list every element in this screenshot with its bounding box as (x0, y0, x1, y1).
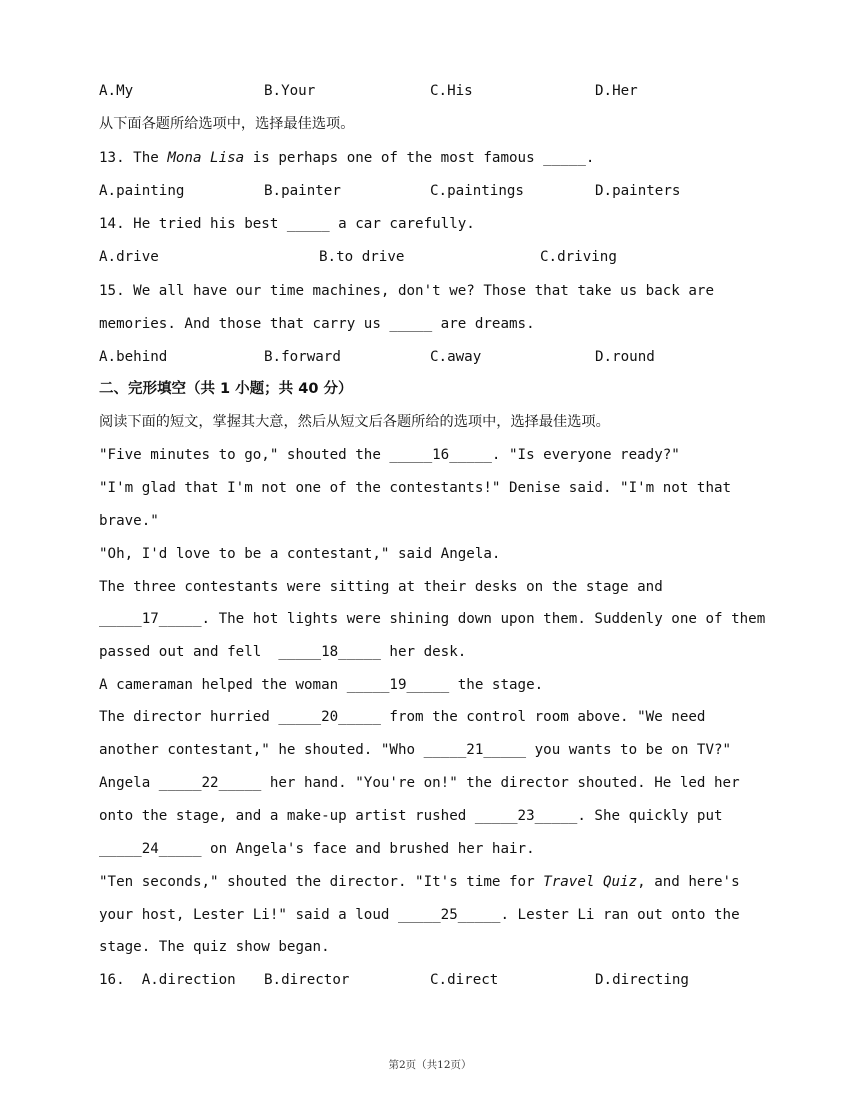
q12-options (99, 81, 799, 101)
q13-pre: The (124, 150, 168, 166)
q13-options (99, 181, 799, 201)
passage-line-8: A cameraman helped the woman _____19_____ the stage. (99, 677, 544, 693)
passage-line-13: _____24_____ on Angela's face and brushed her hair. (99, 841, 535, 857)
q15-option-a: A.behind (99, 349, 168, 365)
q13-option-b: B.painter (264, 183, 341, 199)
passage-line-7: passed out and fell _____18_____ her desk. (99, 644, 467, 660)
passage-line-10: another contestant," he shouted. "Who _____21_____ you wants to be on TV?" (99, 742, 732, 758)
passage-line-14-post: , and here's (637, 874, 740, 890)
passage-line-14-pre: "Ten seconds," shouted the director. "It's time for (99, 874, 544, 890)
section-instruction: 阅读下面的短文，掌握其大意，然后从短文后各题所给的选项中，选择最佳选项。 (99, 414, 610, 430)
q14-option-c: C.driving (540, 249, 617, 265)
passage-line-11: Angela _____22_____ her hand. "You're on!" the director shouted. He led her (99, 775, 740, 791)
passage-line-16: stage. The quiz show began. (99, 939, 330, 955)
q12-option-b: B.Your (264, 83, 316, 99)
q14-option-b: B.to drive (319, 249, 405, 265)
page-footer: 第2页（共12页） (388, 1059, 472, 1071)
q16-option-c: C.direct (430, 972, 499, 988)
q14-options (99, 247, 799, 267)
q16-option-b: B.director (264, 972, 350, 988)
passage-line-12: onto the stage, and a make-up artist rushed _____23_____. She quickly put (99, 808, 723, 824)
q13-option-d: D.painters (595, 183, 681, 199)
q16-option-d: D.directing (595, 972, 689, 988)
q12-option-c: C.His (430, 83, 473, 99)
q16-option-a: 16. A.direction (99, 972, 236, 988)
q16-options (99, 970, 799, 990)
passage-line-1: "Five minutes to go," shouted the _____16_____. "Is everyone ready?" (99, 447, 680, 463)
q13-number: 13. (99, 150, 125, 166)
q13-title: Mona Lisa (167, 150, 245, 166)
q12-option-a: A.My (99, 83, 134, 99)
q15-option-c: C.away (430, 349, 482, 365)
q12-option-d: D.Her (595, 83, 638, 99)
q15-option-d: D.round (595, 349, 655, 365)
q15-options (99, 347, 799, 367)
passage-line-3: brave." (99, 513, 159, 529)
passage-line-14 (99, 872, 740, 892)
q13-post: is perhaps one of the most famous _____. (244, 150, 595, 166)
q15-question-line1: 15. We all have our time machines, don't we? Those that take us back are (99, 283, 714, 299)
passage-line-2: "I'm glad that I'm not one of the contestants!" Denise said. "I'm not that (99, 480, 732, 496)
passage-line-5: The three contestants were sitting at their desks on the stage and (99, 579, 663, 595)
q15-question-line2: memories. And those that carry us _____ are dreams. (99, 316, 535, 332)
q14-question: 14. He tried his best _____ a car carefully. (99, 216, 475, 232)
quiz-title: Travel Quiz (543, 874, 638, 890)
passage-line-4: "Oh, I'd love to be a contestant," said Angela. (99, 546, 501, 562)
passage-line-9: The director hurried _____20_____ from the control room above. "We need (99, 709, 706, 725)
q13-option-a: A.painting (99, 183, 185, 199)
q15-option-b: B.forward (264, 349, 341, 365)
q13-option-c: C.paintings (430, 183, 524, 199)
instruction-text: 从下面各题所给选项中，选择最佳选项。 (99, 116, 355, 132)
q13-question (99, 148, 594, 168)
passage-line-15: your host, Lester Li!" said a loud _____25_____. Lester Li ran out onto the (99, 907, 740, 923)
q14-option-a: A.drive (99, 249, 159, 265)
section-heading: 二、完形填空（共 1 小题；共 40 分） (99, 381, 353, 397)
passage-line-6: _____17_____. The hot lights were shining down upon them. Suddenly one of them (99, 611, 766, 627)
